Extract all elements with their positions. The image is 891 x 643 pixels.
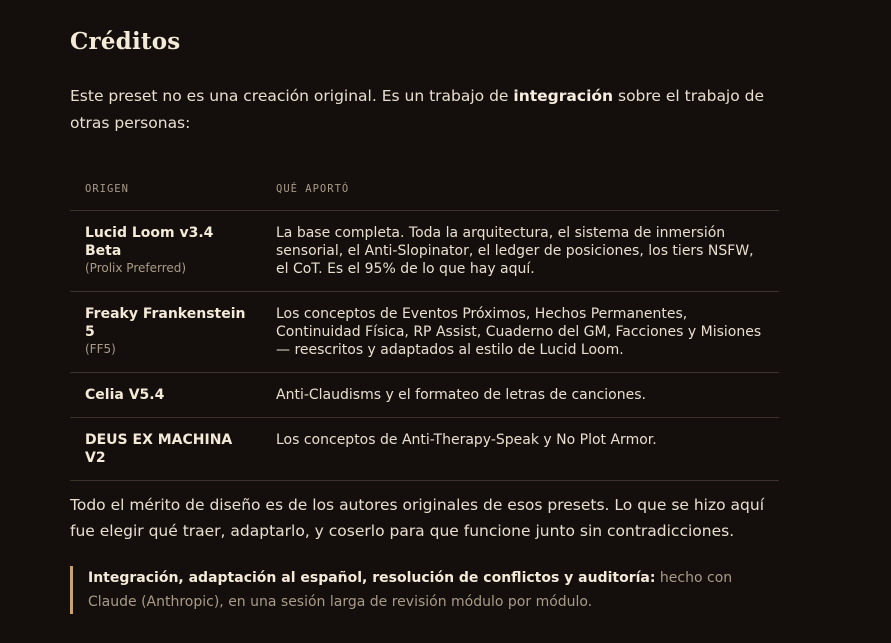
origin-name: Freaky Frankenstein 5 (85, 306, 246, 340)
intro-emphasis: integración (513, 87, 614, 105)
section-title: Créditos (70, 28, 181, 55)
outro-paragraph: Todo el mérito de diseño es de los autores originales de esos presets. Lo que se hizo aquí fue elegir qué traer, adaptarlo, y coserlo para que funcione junto sin contradicciones. (70, 496, 764, 540)
origin-subtitle: (Prolix Preferred) (85, 261, 187, 275)
column-header-contribution: QUÉ APORTÓ (261, 168, 779, 211)
note-text: hecho con Claude (Anthropic), en una sesión larga de revisión módulo por módulo. (88, 570, 733, 610)
contribution-cell: Los conceptos de Eventos Próximos, Hechos Permanentes, Continuidad Física, RP Assist, Cuaderno del GM, Facciones y Misiones — reescritos y adaptados al estilo de Lucid Loom. (261, 292, 779, 373)
intro-text-before: Este preset no es una creación original. Es un trabajo de (70, 87, 514, 105)
attribution-note (70, 566, 748, 614)
origin-name: Celia V5.4 (85, 387, 165, 403)
origin-name: Lucid Loom v3.4 Beta (85, 225, 214, 259)
origin-subtitle: (FF5) (85, 342, 116, 356)
intro-text-after: sobre el trabajo de otras personas: (70, 87, 765, 132)
origin-cell (70, 292, 261, 373)
contribution-cell: Anti-Claudisms y el formateo de letras de canciones. (261, 373, 779, 418)
origin-cell (70, 418, 261, 481)
origin-name: DEUS EX MACHINA V2 (85, 432, 233, 466)
note-label: Integración, adaptación al español, resolución de conflictos y auditoría: (88, 570, 656, 586)
intro-paragraph (70, 83, 790, 137)
table-row (70, 418, 779, 481)
origin-cell (70, 373, 261, 418)
column-header-origin: ORIGEN (70, 168, 261, 211)
table-row (70, 292, 779, 373)
origin-cell (70, 211, 261, 292)
table-row (70, 211, 779, 292)
table-header-row (70, 168, 779, 211)
contribution-cell: Los conceptos de Anti-Therapy-Speak y No Plot Armor. (261, 418, 779, 481)
contribution-cell: La base completa. Toda la arquitectura, el sistema de inmersión sensorial, el Anti-Slopinator, el ledger de posiciones, los tiers NSFW, el CoT. Es el 95% de lo que hay aquí. (261, 211, 779, 292)
credits-table (70, 168, 779, 481)
table-row (70, 373, 779, 418)
